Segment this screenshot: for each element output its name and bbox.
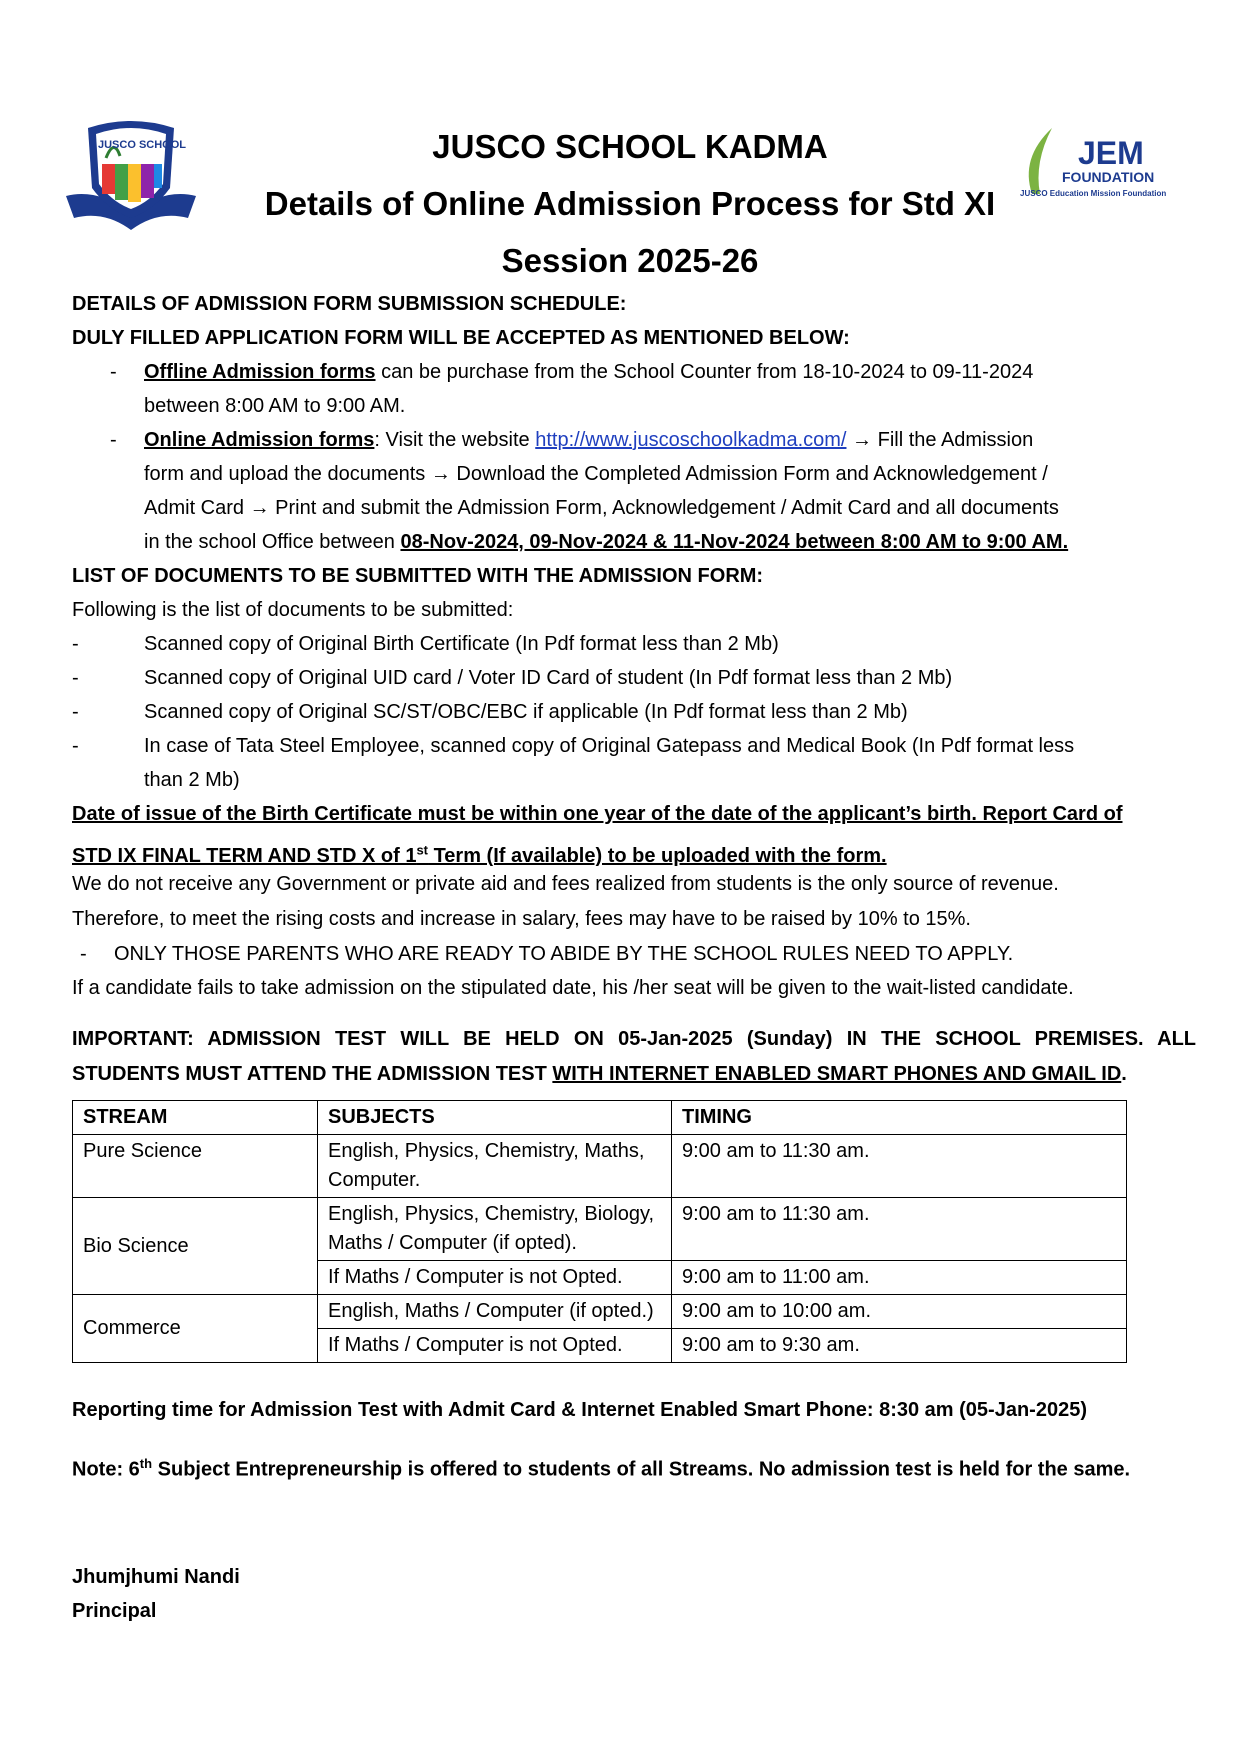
documents-intro: Following is the list of documents to be submitted:: [72, 599, 514, 621]
document-uid-card: Scanned copy of Original UID card / Voter ID Card of student (In Pdf format less than 2 Mb): [144, 667, 953, 689]
subjects-cell: English, Physics, Chemistry, Biology, Maths / Computer (if opted).: [318, 1198, 672, 1261]
offline-forms-time: between 8:00 AM to 9:00 AM.: [144, 395, 406, 417]
jem-logo-main: JEM: [1078, 135, 1144, 171]
online-forms-label: Online Admission forms: [144, 429, 375, 451]
note-sup: th: [139, 1456, 153, 1471]
school-rules-note: - ONLY THOSE PARENTS WHO ARE READY TO ABIDE BY THE SCHOOL RULES NEED TO APPLY.: [72, 937, 1196, 971]
report-card-note: [72, 833, 1196, 867]
document-title: Details of Online Admission Process for Std XI: [264, 185, 996, 222]
school-rules-text: ONLY THOSE PARENTS WHO ARE READY TO ABIDE BY THE SCHOOL RULES NEED TO APPLY.: [114, 943, 1014, 965]
jusco-logo-text: JUSCO SCHOOL: [97, 139, 187, 151]
document-birth-certificate: Scanned copy of Original Birth Certificate (In Pdf format less than 2 Mb): [144, 633, 779, 655]
report-card-sup: st: [416, 842, 429, 857]
important-note-line1: IMPORTANT: ADMISSION TEST WILL BE HELD ON 05-Jan-2025 (Sunday) IN THE SCHOOL PREMISES. ALL: [72, 1028, 1196, 1050]
subjects-cell: If Maths / Computer is not Opted.: [318, 1329, 672, 1363]
online-forms-line4: in the school Office between: [144, 531, 401, 553]
school-name: JUSCO SCHOOL KADMA: [432, 128, 828, 165]
note-text: Note: 6: [72, 1458, 140, 1481]
important-note-line2: [72, 1057, 1196, 1091]
timing-cell: 9:00 am to 9:30 am.: [672, 1329, 1127, 1363]
timing-cell: 9:00 am to 11:00 am.: [672, 1261, 1127, 1295]
timing-cell: 9:00 am to 11:30 am.: [672, 1198, 1127, 1261]
signatory-name: Jhumjhumi Nandi: [72, 1566, 240, 1588]
jem-logo-tagline: JUSCO Education Mission Foundation: [1020, 189, 1167, 198]
table-row: [73, 1135, 1127, 1198]
birth-certificate-note: Date of issue of the Birth Certificate must be within one year of the date of the applicant’s birth. Report Card of: [72, 803, 1123, 825]
document-item: - In case of Tata Steel Employee, scanned copy of Original Gatepass and Medical Book (In Pdf format less: [72, 729, 1196, 763]
aid-note-line1: We do not receive any Government or private aid and fees realized from students is the only source of revenue.: [72, 873, 1059, 895]
documents-heading: LIST OF DOCUMENTS TO BE SUBMITTED WITH THE ADMISSION FORM:: [72, 565, 764, 587]
admission-test-table: [72, 1100, 1127, 1363]
table-header-row: [73, 1101, 1127, 1135]
subjects-cell: English, Physics, Chemistry, Maths, Computer.: [318, 1135, 672, 1198]
online-forms-step: → Fill the Admission: [846, 429, 1034, 451]
subjects-cell: English, Maths / Computer (if opted.): [318, 1295, 672, 1329]
important-note-period: .: [1121, 1063, 1127, 1085]
header-stream: STREAM: [73, 1101, 318, 1135]
header-titles: [200, 118, 1060, 289]
document-item: - Scanned copy of Original SC/ST/OBC/EBC if applicable (In Pdf format less than 2 Mb): [72, 695, 1196, 729]
reporting-time: Reporting time for Admission Test with Admit Card & Internet Enabled Smart Phone: 8:30 am (05-Jan-2025): [72, 1399, 1087, 1421]
subjects-cell: If Maths / Computer is not Opted.: [318, 1261, 672, 1295]
header-timing: TIMING: [672, 1101, 1127, 1135]
important-note-text: STUDENTS MUST ATTEND THE ADMISSION TEST: [72, 1063, 553, 1085]
signatory-title: Principal: [72, 1600, 157, 1622]
document-item: - Scanned copy of Original Birth Certificate (In Pdf format less than 2 Mb): [72, 627, 1196, 661]
offline-forms-text: can be purchase from the School Counter from 18-10-2024 to 09-11-2024: [375, 361, 1034, 383]
entrepreneurship-note: [72, 1447, 1196, 1481]
report-card-text-end: Term (If available) to be uploaded with the form.: [428, 844, 887, 867]
stream-bio-science: Bio Science: [73, 1198, 318, 1295]
header-subjects: SUBJECTS: [318, 1101, 672, 1135]
jusco-school-logo: [58, 118, 204, 238]
aid-note-line2: Therefore, to meet the rising costs and increase in salary, fees may have to be raised by 10% to 15%.: [72, 908, 971, 930]
school-website-link[interactable]: http://www.juscoschoolkadma.com/: [535, 429, 847, 451]
report-card-text: STD IX FINAL TERM AND STD X of 1: [72, 844, 417, 867]
submission-dates: 08-Nov-2024, 09-Nov-2024 & 11-Nov-2024 between 8:00 AM to 9:00 AM.: [400, 531, 1069, 553]
document-item: - Scanned copy of Original UID card / Voter ID Card of student (In Pdf format less than 2 Mb): [72, 661, 1196, 695]
timing-cell: 9:00 am to 11:30 am.: [672, 1135, 1127, 1198]
offline-forms-label: Offline Admission forms: [144, 361, 376, 383]
schedule-heading: DETAILS OF ADMISSION FORM SUBMISSION SCHEDULE:: [72, 293, 627, 315]
table-row: [73, 1198, 1127, 1261]
online-forms-item: - Online Admission forms: Visit the website http://www.juscoschoolkadma.com/ → Fill the Admission: [110, 429, 1034, 451]
online-forms-line2: form and upload the documents → Download the Completed Admission Form and Acknowledgement /: [144, 463, 1048, 485]
online-forms-line3: Admit Card → Print and submit the Admission Form, Acknowledgement / Admit Card and all documents: [144, 497, 1059, 519]
note-text-end: Subject Entrepreneurship is offered to students of all Streams. No admission test is held for the same.: [152, 1458, 1131, 1481]
waitlist-note: If a candidate fails to take admission on the stipulated date, his /her seat will be given to the wait-listed candidate.: [72, 977, 1074, 999]
document-tata-employee: In case of Tata Steel Employee, scanned copy of Original Gatepass and Medical Book (In Pdf format less: [144, 735, 1075, 757]
session-title: Session 2025-26: [501, 242, 759, 279]
document-tata-employee-cont: than 2 Mb): [144, 769, 240, 791]
timing-cell: 9:00 am to 10:00 am.: [672, 1295, 1127, 1329]
jem-logo-sub: FOUNDATION: [1062, 169, 1155, 185]
acceptance-heading: DULY FILLED APPLICATION FORM WILL BE ACCEPTED AS MENTIONED BELOW:: [72, 327, 850, 349]
table-row: [73, 1295, 1127, 1329]
offline-forms-item: - Offline Admission forms can be purchase from the School Counter from 18-10-2024 to 09-11-2024: [110, 361, 1034, 383]
smartphone-requirement: WITH INTERNET ENABLED SMART PHONES AND GMAIL ID: [552, 1063, 1122, 1085]
stream-pure-science: Pure Science: [73, 1135, 318, 1198]
online-forms-text: : Visit the website: [374, 429, 536, 451]
stream-commerce: Commerce: [73, 1295, 318, 1363]
document-caste-certificate: Scanned copy of Original SC/ST/OBC/EBC if applicable (In Pdf format less than 2 Mb): [144, 701, 908, 723]
